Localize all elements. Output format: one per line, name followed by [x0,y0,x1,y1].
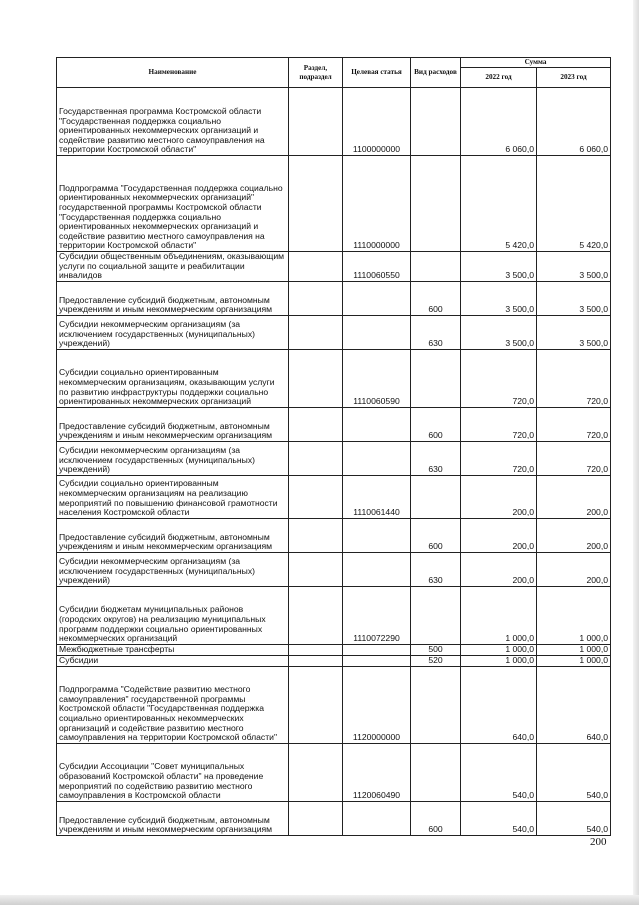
row-vid [411,252,461,282]
row-amount-2022: 200,0 [461,552,537,586]
row-vid [411,666,461,743]
table-row [57,441,611,475]
row-vid [411,349,461,407]
header-sum: Сумма [461,58,611,68]
row-amount-2023: 3 500,0 [537,281,611,315]
row-amount-2023: 5 420,0 [537,156,611,252]
row-section [289,349,343,407]
row-vid [411,475,461,518]
row-target [343,281,411,315]
page-bottom-shadow [0,895,639,905]
row-name: Предоставление субсидий бюджетным, автономным учреждениям и иным некоммерческим организациям [57,518,289,552]
row-section [289,315,343,349]
row-amount-2023: 720,0 [537,441,611,475]
row-section [289,475,343,518]
row-vid: 500 [411,644,461,655]
row-section [289,655,343,666]
table-row [57,655,611,666]
header-year-2023: 2023 год [537,68,611,88]
row-section [289,441,343,475]
row-amount-2022: 200,0 [461,518,537,552]
row-amount-2022: 6 060,0 [461,88,537,156]
row-target: 1110000000 [343,156,411,252]
row-target: 1110061440 [343,475,411,518]
row-amount-2023: 720,0 [537,407,611,441]
row-target [343,644,411,655]
table-row [57,281,611,315]
row-amount-2022: 5 420,0 [461,156,537,252]
row-amount-2022: 1 000,0 [461,644,537,655]
table-body [57,88,611,836]
row-name: Государственная программа Костромской области "Государственная поддержка социально ориентированных некоммерческих организаций и содействие развитию местного самоуправления на территории Костромской области" [57,88,289,156]
table-row [57,349,611,407]
row-name: Межбюджетные трансферты [57,644,289,655]
table-row [57,644,611,655]
row-vid: 630 [411,315,461,349]
row-amount-2022: 720,0 [461,349,537,407]
header-name: Наименование [57,58,289,88]
row-target: 1120060490 [343,743,411,801]
row-vid [411,88,461,156]
table-row [57,743,611,801]
row-amount-2022: 3 500,0 [461,252,537,282]
row-amount-2023: 540,0 [537,801,611,835]
row-section [289,552,343,586]
row-amount-2022: 540,0 [461,743,537,801]
row-amount-2023: 540,0 [537,743,611,801]
row-vid: 630 [411,441,461,475]
row-target [343,518,411,552]
row-target [343,315,411,349]
row-amount-2023: 1 000,0 [537,644,611,655]
row-target [343,552,411,586]
row-amount-2022: 720,0 [461,407,537,441]
row-section [289,586,343,644]
row-vid: 630 [411,552,461,586]
row-amount-2023: 200,0 [537,552,611,586]
row-amount-2023: 1 000,0 [537,655,611,666]
table-row [57,252,611,282]
row-vid [411,586,461,644]
row-name: Субсидии некоммерческим организациям (за исключением государственных (муниципальных) учреждений) [57,441,289,475]
row-target [343,655,411,666]
row-name: Предоставление субсидий бюджетным, автономным учреждениям и иным некоммерческим организациям [57,281,289,315]
row-name: Субсидии общественным объединениям, оказывающим услуги по социальной защите и реабилитации инвалидов [57,252,289,282]
row-amount-2022: 640,0 [461,666,537,743]
row-target: 1120000000 [343,666,411,743]
row-name: Субсидии [57,655,289,666]
table-row [57,666,611,743]
row-vid: 600 [411,518,461,552]
budget-table [56,57,611,836]
row-amount-2023: 3 500,0 [537,315,611,349]
table-row [57,156,611,252]
row-name: Субсидии бюджетам муниципальных районов (городских округов) на реализацию муниципальных программ поддержки социально ориентированных некоммерческих организаций [57,586,289,644]
row-section [289,666,343,743]
row-amount-2023: 3 500,0 [537,252,611,282]
row-section [289,407,343,441]
row-amount-2022: 3 500,0 [461,281,537,315]
row-section [289,801,343,835]
row-amount-2023: 6 060,0 [537,88,611,156]
row-name: Подпрограмма "Содействие развитию местного самоуправления" государственной программы Костромской области "Государственная поддержка социально ориентированных некоммерческих организаций и содействие развитию местного самоуправления на территории Костромской области" [57,666,289,743]
header-section: Раздел, подраздел [289,58,343,88]
row-amount-2023: 720,0 [537,349,611,407]
row-name: Субсидии Ассоциации "Совет муниципальных образований Костромской области" на проведение мероприятий по содействию развитию местного самоуправления в Костромской области [57,743,289,801]
row-amount-2022: 720,0 [461,441,537,475]
row-name: Субсидии социально ориентированным некоммерческим организациям, оказывающим услуги по развитию инфраструктуры поддержки социально ориентированных некоммерческих организаций [57,349,289,407]
table-row [57,518,611,552]
row-vid: 600 [411,281,461,315]
row-section [289,88,343,156]
row-name: Субсидии некоммерческим организациям (за исключением государственных (муниципальных) учреждений) [57,315,289,349]
row-name: Подпрограмма "Государственная поддержка социально ориентированных некоммерческих организаций" государственной программы Костромской области "Государственная поддержка социально ориентированных некоммерческих организаций и содействие развитию местного самоуправления на территории Костромской области" [57,156,289,252]
row-vid: 520 [411,655,461,666]
row-section [289,252,343,282]
row-section [289,743,343,801]
row-amount-2023: 200,0 [537,518,611,552]
row-target: 1100000000 [343,88,411,156]
row-name: Субсидии социально ориентированным некоммерческим организациям на реализацию мероприятий по повышению финансовой грамотности населения Костромской области [57,475,289,518]
row-section [289,281,343,315]
row-section [289,644,343,655]
row-name: Предоставление субсидий бюджетным, автономным учреждениям и иным некоммерческим организациям [57,407,289,441]
row-target [343,407,411,441]
page-edge-shadow [633,0,639,905]
row-vid: 600 [411,801,461,835]
row-amount-2022: 3 500,0 [461,315,537,349]
table-row [57,475,611,518]
row-amount-2023: 1 000,0 [537,586,611,644]
row-amount-2023: 200,0 [537,475,611,518]
row-name: Субсидии некоммерческим организациям (за исключением государственных (муниципальных) учреждений) [57,552,289,586]
row-amount-2022: 200,0 [461,475,537,518]
row-target [343,801,411,835]
row-vid: 600 [411,407,461,441]
row-section [289,156,343,252]
table-row [57,315,611,349]
row-amount-2022: 1 000,0 [461,655,537,666]
row-target: 1110072290 [343,586,411,644]
row-target: 1110060590 [343,349,411,407]
header-target: Целевая статья [343,58,411,88]
row-target: 1110060550 [343,252,411,282]
table-row [57,552,611,586]
header-year-2022: 2022 год [461,68,537,88]
header-vid: Вид расходов [411,58,461,88]
table-row [57,88,611,156]
row-section [289,518,343,552]
table-header [57,58,611,88]
page-number: 200 [590,836,607,848]
table-row [57,407,611,441]
row-amount-2023: 640,0 [537,666,611,743]
table-row [57,586,611,644]
row-target [343,441,411,475]
row-vid [411,156,461,252]
row-name: Предоставление субсидий бюджетным, автономным учреждениям и иным некоммерческим организациям [57,801,289,835]
row-vid [411,743,461,801]
table-row [57,801,611,835]
row-amount-2022: 540,0 [461,801,537,835]
row-amount-2022: 1 000,0 [461,586,537,644]
